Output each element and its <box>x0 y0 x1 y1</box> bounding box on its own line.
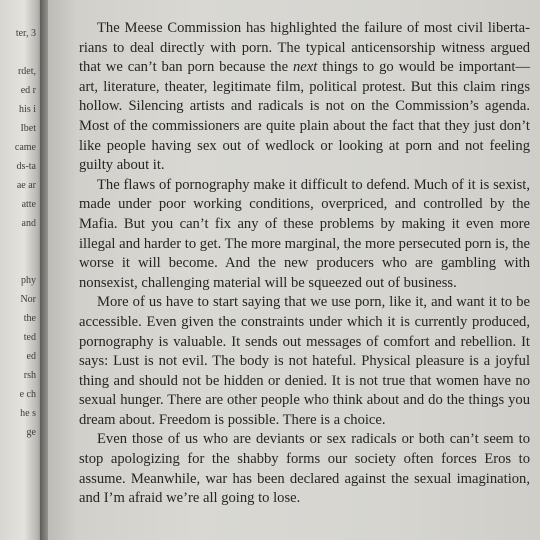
left-fragment-line <box>0 43 40 62</box>
left-fragment-line: and <box>21 218 36 229</box>
left-page-fragments <box>0 24 40 537</box>
left-fragment-line: came <box>14 142 36 153</box>
left-fragment-line: ed <box>26 351 36 362</box>
left-fragment-line: ds-ta <box>16 161 36 172</box>
paragraph-1-before: The Meese Commission has highlighted the failure of most civil libertarians to deal directly with porn. The typical anticensorship witness argued that we can’t ban porn because the <box>79 20 530 76</box>
left-fragment-line: Ibet <box>20 123 36 134</box>
left-fragment-line: ge <box>26 427 36 438</box>
left-fragment-line: he s <box>20 408 36 419</box>
left-fragment-line: the <box>23 313 36 324</box>
left-fragment-line: atte <box>21 199 36 210</box>
paragraph-2: The flaws of pornography make it difficult to defend. Much of it is sexist, made under poor working conditions, overpriced, and controlled by the Mafia. But you can’t fix any of these problems by making it even more illegal and harder to get. The more marginal, the more persecuted porn is, the worse it will become. And the new producers who are gambling with nonsexist, challenging material will be squeezed out of business. <box>79 176 530 291</box>
paragraph-4: Even those of us who are deviants or sex radicals or both can’t seem to stop apologizing for the shabby forms our society often forces Eros to assume. Meanwhile, war has been declared against the sexual imagination, and I’m afraid we’re all going to lose. <box>79 431 530 507</box>
left-fragment-line <box>0 233 40 252</box>
left-fragment-line <box>0 252 40 271</box>
left-fragment-line: e ch <box>19 389 36 400</box>
paragraph-1 <box>79 19 530 176</box>
left-fragment-line <box>0 499 40 518</box>
right-page <box>48 0 540 540</box>
left-fragment-line <box>0 461 40 480</box>
left-fragment-line <box>0 442 40 461</box>
emphasis-next: next <box>293 59 318 76</box>
left-fragment-line: ed r <box>20 85 36 96</box>
paragraph-3: More of us have to start saying that we use porn, like it, and want it to be accessible. Even given the constraints under which it is currently produced, pornography is valuable. It sends out messages of comfort and rebellion. It says: Lust is not evil. The body is not hateful. Physical pleasure is a joyful thing and should not be hidden or denied. It is not true that women have no sexual hunger. There are other people who think about and do the things you dream about. Freedom is possible. There is a choice. <box>79 294 530 428</box>
left-fragment-line <box>0 480 40 499</box>
left-fragment-line: rsh <box>23 370 36 381</box>
left-fragment-line: Nor <box>20 294 36 305</box>
left-fragment-line: rdet, <box>17 66 36 77</box>
left-fragment-line: phy <box>21 275 36 286</box>
page-body-text <box>79 19 530 509</box>
left-fragment-line: his i <box>19 104 36 115</box>
left-fragment-line: ted <box>23 332 36 343</box>
paragraph-1-after: things to go would be important—art, literature, theater, legitimate film, political protest. But this claim rings hollow. Silencing artists and radicals is not on the Commission’s agenda. Most of the commissioners are quite plain about the fact that they just don’t like people having sex out of wedlock or looking at porn and not feeling guilty about it. <box>79 59 530 174</box>
left-fragment-line <box>0 518 40 537</box>
left-page-edge <box>0 0 44 540</box>
left-fragment-line: ae ar <box>16 180 36 191</box>
left-fragment-line: ter, 3 <box>15 28 36 39</box>
